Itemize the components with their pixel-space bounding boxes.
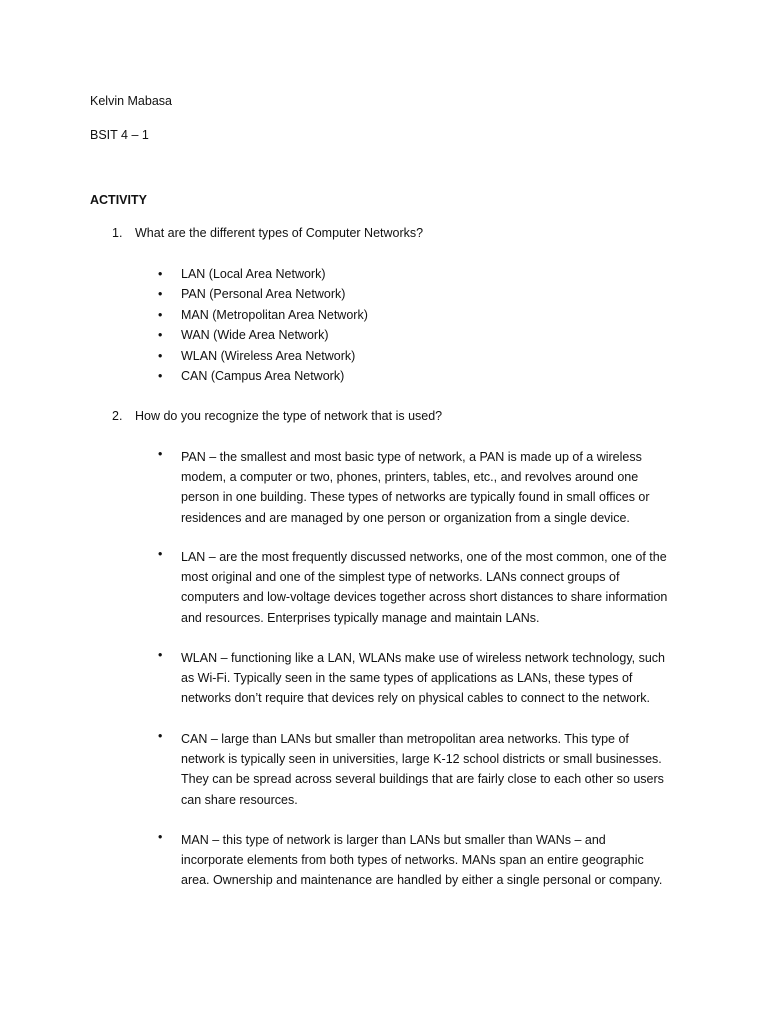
paragraph-line: network is typically seen in universities, large K-12 school districts or small businesses. xyxy=(181,752,662,767)
paragraph-line: LAN – are the most frequently discussed networks, one of the most common, one of the xyxy=(181,550,667,564)
paragraph-line: area. Ownership and maintenance are handled by either a single personal or company. xyxy=(181,873,663,888)
list-item-text: WLAN (Wireless Area Network) xyxy=(181,348,356,363)
bullet-icon: • xyxy=(158,328,163,343)
paragraph-line: MAN – this type of network is larger than LANs but smaller than WANs – and xyxy=(181,833,606,847)
paragraph-line: can share resources. xyxy=(181,792,298,807)
list-item-text: CAN (Campus Area Network) xyxy=(181,369,345,384)
list-item xyxy=(158,325,368,345)
paragraph-line: most original and one of the simplest type of networks. LANs connect groups of xyxy=(181,570,620,585)
answer-paragraph-man xyxy=(158,830,698,891)
paragraph-line: PAN – the smallest and most basic type of network, a PAN is made up of a wireless xyxy=(181,450,642,464)
question-number: 1. xyxy=(112,226,123,240)
answer-paragraph-can xyxy=(158,729,698,810)
question-1 xyxy=(112,226,423,240)
bullet-icon: • xyxy=(158,648,163,662)
paragraph-line: CAN – large than LANs but smaller than metropolitan area networks. This type of xyxy=(181,732,629,746)
paragraph-line: as Wi-Fi. Typically seen in the same types of applications as LANs, these types of xyxy=(181,671,633,686)
list-item-text: MAN (Metropolitan Area Network) xyxy=(181,307,368,322)
bullet-icon: • xyxy=(158,307,163,322)
list-item xyxy=(158,264,368,284)
paragraph-line: modem, a computer or two, phones, printers, tables, etc., and revolves around one xyxy=(181,470,639,485)
list-item xyxy=(158,366,368,386)
paragraph-line: WLAN – functioning like a LAN, WLANs make use of wireless network technology, such xyxy=(181,651,666,665)
list-item xyxy=(158,346,368,366)
bullet-icon: • xyxy=(158,287,163,302)
answer-paragraph-lan xyxy=(158,547,698,628)
question-number: 2. xyxy=(112,409,123,423)
list-item xyxy=(158,305,368,325)
bullet-icon: • xyxy=(158,447,163,461)
answer-paragraph-wlan xyxy=(158,648,698,709)
question-text: How do you recognize the type of network that is used? xyxy=(135,409,443,423)
bullet-icon: • xyxy=(158,729,163,743)
network-types-list xyxy=(158,264,368,386)
question-2 xyxy=(112,409,442,423)
bullet-icon: • xyxy=(158,547,163,561)
bullet-icon: • xyxy=(158,830,163,844)
activity-heading: ACTIVITY xyxy=(90,193,147,207)
paragraph-line: incorporate elements from both types of networks. MANs span an entire geographic xyxy=(181,853,644,868)
paragraph-line: person in one building. These types of networks are typically found in small offices or xyxy=(181,490,650,505)
list-item-text: LAN (Local Area Network) xyxy=(181,267,326,281)
author-name: Kelvin Mabasa xyxy=(90,94,172,108)
class-code: BSIT 4 – 1 xyxy=(90,128,149,142)
answer-paragraph-pan xyxy=(158,447,698,528)
list-item-text: WAN (Wide Area Network) xyxy=(181,328,329,343)
paragraph-line: They can be spread across several buildings that are fairly close to each other so users xyxy=(181,772,664,787)
paragraph-line: residences and are managed by one person or organization from a single device. xyxy=(181,510,630,525)
question-text: What are the different types of Computer Networks? xyxy=(135,226,424,240)
bullet-icon: • xyxy=(158,348,163,363)
list-item xyxy=(158,284,368,304)
paragraph-line: and resources. Enterprises typically manage and maintain LANs. xyxy=(181,610,540,625)
bullet-icon: • xyxy=(158,369,163,384)
paragraph-line: computers and low-voltage devices together across short distances to share information xyxy=(181,590,668,605)
bullet-icon: • xyxy=(158,267,163,281)
paragraph-line: networks don’t require that devices rely on physical cables to connect to the network. xyxy=(181,691,651,706)
list-item-text: PAN (Personal Area Network) xyxy=(181,287,346,302)
